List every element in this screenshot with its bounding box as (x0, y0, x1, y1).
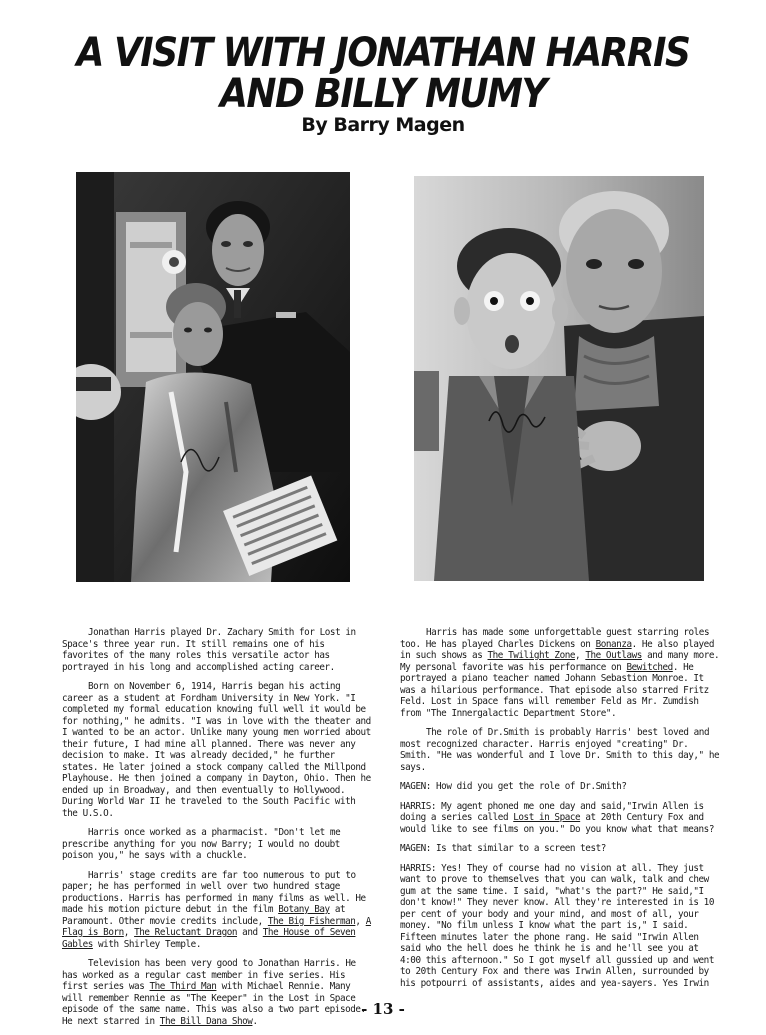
text: and (237, 927, 263, 938)
article-title-line-2: AND BILLY MUMY (219, 71, 547, 117)
paragraph: Born on November 6, 1914, Harris began his acting career as a student at Fordham University in New York. "I completed my formal education knowing full well it would be for nothing," he admits. "I was in love with the theater and I wanted to be an actor. Unlike many young men worried about their future, I had mine all planned. There was never any decision to make. It was already decided," he further states. He later joined a stock company called the Millpond Playhouse. He then joined a company in Dayton, Ohio. Then he ended up in Broadway, and then eventually to Hollywood. During World War II he traveled to the South Pacific with the U.S.O. (62, 681, 371, 819)
text: Harris has made some unforgettable guest starring roles too. He has played Charles Dickens on (400, 627, 710, 650)
show-title: The Twilight Zone (487, 650, 576, 661)
article-column-left (62, 627, 374, 1035)
show-title: Lost in Space (513, 812, 581, 823)
text: at Paramount. Other movie credits include, (62, 904, 346, 927)
interview-question: MAGEN: How did you get the role of Dr.Smith? (400, 781, 627, 792)
paragraph (62, 870, 374, 951)
article-title-line-1: A VISIT WITH JONATHAN HARRIS (76, 30, 690, 76)
photo-harris-and-mumy-on-set (76, 172, 350, 582)
text: , (355, 915, 366, 927)
text: Harris' stage credits are far too numerous to put to paper; he has performed in well over two hundred stage productions. Harris has performed in many films as well. He made his motion picture debut in the film (62, 869, 366, 915)
text: . (252, 1015, 258, 1027)
show-title: The Bill Dana Show (159, 1015, 253, 1027)
text: at 20th Century Fox and would like to see films on you." Do you know what that means? (400, 812, 714, 835)
text: with Shirley Temple. (92, 938, 201, 950)
paragraph (400, 627, 720, 719)
text: , (123, 927, 135, 938)
show-title: The Third Man (149, 981, 217, 992)
text: Television has been very good to Jonathan Harris. He has worked as a regular cast member in five series. His first series was (62, 958, 356, 992)
film-title: The Reluctant Dragon (134, 927, 238, 938)
text: with Michael Rennie. Many will remember Rennie as "The Keeper" in the Lost in Space episode of the same name. This was also a two part episode. He next starred in (62, 981, 366, 1027)
byline: By Barry Magen (301, 114, 465, 136)
interview-question: MAGEN: Is that similar to a screen test? (400, 843, 606, 854)
film-title: A Flag is Born (62, 915, 371, 938)
interview-answer (400, 801, 720, 836)
film-title: The House of Seven Gables (62, 927, 356, 950)
text: , (575, 650, 586, 661)
show-title: Bonanza (595, 638, 632, 650)
interview-answer: HARRIS: Yes! They of course had no vision at all. They just want to prove to themselves that you can walk, talk and chew gum at the same time. I said, "what's the part?" He said,"I don't know!" They never know. All they're interested in is 10 per cent of your body and your mind, and most of all, your money. "No film unless I know what the part is," I said. Fifteen minutes later the phone rang. He said "Irwin Allen said who the hell does he think he is and he'll see you at 4:00 this afternoon." So I got myself all gussied up and went to 20th Century Fox and there was Irwin Allen, surrounded by his potpourri of assistants, aides and yea-sayers. Yes Irwin (400, 862, 714, 989)
paragraph: Harris once worked as a pharmacist. "Don't let me prescribe anything for you now Barry; I would no doubt poison you," he says with a chuckle. (62, 827, 341, 861)
show-title: The Outlaws (585, 650, 642, 661)
film-title: The Big Fisherman (267, 915, 356, 927)
photo-harris-and-mumy-portrait (414, 176, 704, 581)
film-title: Botany Bay (278, 904, 330, 915)
show-title: Bewitched (626, 661, 673, 673)
paragraph: Jonathan Harris played Dr. Zachary Smith for Lost in Space's three year run. It still remains one of his favorites of the many roles this versatile actor has portrayed in his long and accomplished acting career. (62, 627, 356, 673)
text: . He portrayed a piano teacher named Johann Sebastion Monroe. It was a hilarious performance. That episode also starred Fritz Feld. Lost in Space fans will remember Feld as Mr. Zumdish from "The Innergalactic Department Store". (400, 661, 709, 719)
article-column-right (400, 627, 720, 997)
page-number: - 13 - (361, 1000, 405, 1018)
text: . He also played in such shows as (400, 638, 714, 661)
text: and many more. My personal favorite was his performance on (400, 650, 720, 673)
paragraph: The role of Dr.Smith is probably Harris' best loved and most recognized character. Harris enjoyed "creating" Dr. Smith. "He was wonderful and I love Dr. Smith to this day," he says. (400, 727, 720, 773)
text: HARRIS: My agent phoned me one day and said,"Irwin Allen is doing a series called (400, 800, 704, 823)
